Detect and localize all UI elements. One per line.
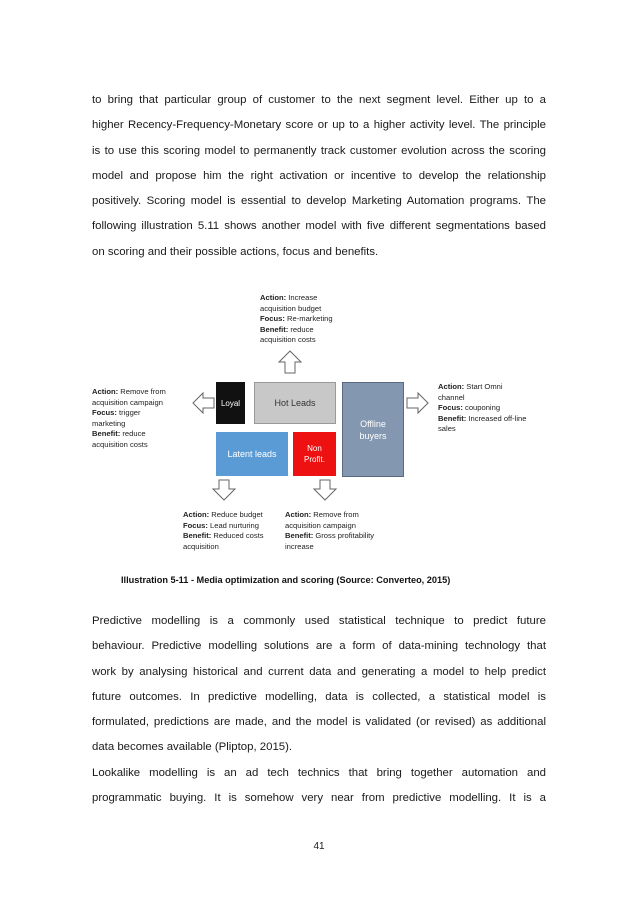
predictive-modelling-paragraph [92, 609, 546, 761]
annotation-line: Action: Reduce budget [183, 510, 263, 519]
annotation-line: increase [285, 541, 314, 551]
annotation-line: Action: Start Omni channel [438, 382, 503, 402]
text-line: higher Recency-Frequency-Monetary score or up to a higher activity level. The principle [92, 119, 546, 132]
intro-paragraph [92, 88, 546, 265]
annotation-line: acquisition campaign [92, 397, 163, 407]
box-label: Hot Leads [274, 398, 316, 408]
annotation-line: Focus: Re-marketing [260, 314, 333, 324]
annotation-line: Focus: couponing [438, 403, 501, 413]
annotation-line: marketing [92, 418, 126, 428]
box-label: Offline buyers [359, 418, 387, 441]
text-line: model and propose him the right activation or incentive to develop the relationship [92, 169, 546, 182]
figure-caption: Illustration 5-11 - Media optimization and scoring (Source: Converteo, 2015) [121, 575, 451, 585]
annotation-line: Benefit: reduce [92, 429, 146, 439]
left-arrow-icon [193, 393, 214, 413]
text-line: on scoring and their possible actions, focus and benefits. [92, 245, 379, 258]
hot-leads-box [254, 382, 336, 424]
text-line: work by analysing historical and current data and generating a model to help predict [92, 665, 546, 678]
annotation-line: Benefit: reduce [260, 324, 314, 334]
text-line: formulated, predictions are made, and the model is validated (or revised) as additional [92, 716, 546, 729]
annotation-line: acquisition campaign [285, 520, 356, 530]
annotation-line: acquisition costs [260, 335, 316, 345]
text-line: to bring that particular group of customer to the next segment level. Either up to a [92, 94, 546, 106]
box-label: Latent leads [227, 449, 277, 459]
right-arrow-icon [407, 393, 428, 413]
annotation-line: Benefit: Reduced costs [183, 531, 264, 541]
annotation-line: Action: Remove from [285, 510, 359, 519]
annotation-top [260, 293, 333, 346]
page-number: 41 [313, 841, 325, 852]
annotation-line: acquisition costs [92, 439, 148, 449]
annotation-right [438, 382, 530, 435]
annotation-line: Focus: trigger [92, 408, 141, 418]
text-line: is to use this scoring model to permanently track customer evolution across the scoring [92, 144, 546, 157]
annotation-line: acquisition [183, 541, 219, 551]
annotation-left [92, 387, 166, 451]
text-line: Lookalike modelling is an ad tech technics that bring together automation and [92, 767, 546, 779]
annotation-line: sales [438, 424, 456, 434]
annotation-bottom-right [285, 510, 374, 552]
text-line: data becomes available (Pliptop, 2015). [92, 741, 293, 754]
text-line: following illustration 5.11 shows another model with five different segmentations based [92, 220, 546, 233]
annotation-bottom-left [183, 510, 264, 552]
annotation-line: Benefit: Gross profitability [285, 531, 375, 541]
box-label: Non Profit. [304, 444, 325, 464]
annotation-line: Benefit: Increased off-line [438, 413, 527, 423]
text-line: future outcomes. In predictive modelling, data is collected, a statistical model is [92, 690, 546, 703]
lookalike-modelling-paragraph [92, 761, 546, 812]
latent-leads-box [216, 432, 288, 476]
loyal-box [216, 382, 245, 424]
text-line: positively. Scoring model is essential to develop Marketing Automation programs. The [92, 195, 546, 208]
text-line: Predictive modelling is a commonly used statistical technique to predict future [92, 615, 546, 627]
offline-buyers-box [342, 382, 404, 477]
non-profit-box [293, 432, 336, 476]
segmentation-diagram [90, 285, 530, 565]
down-arrow-icon [213, 480, 235, 500]
text-line: behaviour. Predictive modelling solutions are a form of data-mining technology that [92, 640, 546, 653]
up-arrow-icon [279, 351, 301, 373]
annotation-line: Action: Increase [260, 293, 318, 302]
annotation-line: Focus: Lead nurturing [183, 520, 259, 530]
annotation-line: Action: Remove from [92, 387, 166, 396]
annotation-line: acquisition budget [260, 303, 322, 313]
down-arrow-icon [314, 480, 336, 500]
text-line: programmatic buying. It is somehow very near from predictive modelling. It is a [92, 792, 546, 805]
box-label: Loyal [220, 398, 241, 408]
